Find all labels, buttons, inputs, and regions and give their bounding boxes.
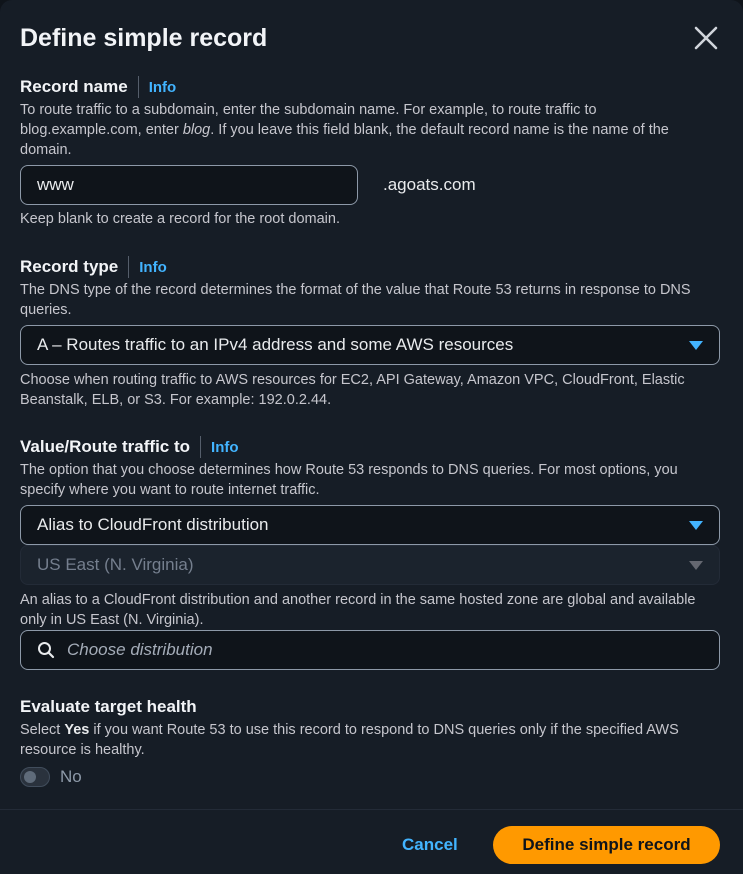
route-traffic-info-link[interactable]: Info [211, 438, 239, 456]
record-type-label: Record type [20, 257, 119, 276]
record-type-hint: Choose when routing traffic to AWS resources for EC2, API Gateway, Amazon VPC, CloudFront, Elastic Beanstalk, ELB, or S3. For example: 192.0.2.44. [20, 372, 685, 408]
domain-suffix: .agoats.com [383, 175, 476, 194]
record-name-section [20, 76, 720, 160]
target-health-section [20, 696, 720, 760]
record-name-label: Record name [20, 77, 128, 96]
route-traffic-hint: An alias to a CloudFront distribution and another record in the same hosted zone are global and available only in US East (N. Virginia). [20, 592, 696, 628]
caret-down-icon [689, 561, 703, 570]
cancel-button[interactable]: Cancel [402, 835, 458, 854]
toggle-knob [24, 771, 36, 783]
route-traffic-label: Value/Route traffic to [20, 437, 191, 456]
record-name-hint: Keep blank to create a record for the root domain. [20, 211, 340, 227]
record-type-select[interactable] [20, 325, 720, 365]
define-simple-record-button[interactable]: Define simple record [493, 826, 720, 864]
target-health-description: Select Yes if you want Route 53 to use this record to respond to DNS queries only if the specified AWS resource is healthy. [20, 722, 679, 758]
footer-divider [0, 809, 743, 810]
caret-down-icon [689, 341, 703, 350]
route-traffic-section [20, 436, 720, 500]
record-name-input[interactable] [20, 165, 358, 205]
target-health-toggle-label: No [60, 767, 82, 786]
record-name-info-link[interactable]: Info [148, 78, 177, 96]
record-type-section [20, 256, 720, 320]
region-select [20, 545, 720, 585]
endpoint-select[interactable] [20, 505, 720, 545]
route-traffic-description: The option that you choose determines how Route 53 responds to DNS queries. For most options, you specify where you want to route internet traffic. [20, 462, 678, 498]
record-type-description: The DNS type of the record determines the format of the value that Route 53 returns in response to DNS queries. [20, 282, 691, 318]
divider [128, 256, 129, 278]
search-icon [37, 641, 55, 659]
record-name-description: To route traffic to a subdomain, enter the subdomain name. For example, to route traffic to blog.example.com, enter blog. If you leave this field blank, the default record name is the name of the domain. [20, 102, 669, 158]
caret-down-icon [689, 521, 703, 530]
distribution-search-input[interactable] [20, 630, 720, 670]
target-health-label: Evaluate target health [20, 697, 197, 716]
endpoint-value: Alias to CloudFront distribution [37, 515, 269, 534]
region-value: US East (N. Virginia) [37, 555, 194, 574]
record-type-info-link[interactable]: Info [139, 258, 167, 276]
distribution-search-placeholder: Choose distribution [67, 640, 213, 659]
record-type-value: A – Routes traffic to an IPv4 address and some AWS resources [37, 335, 514, 354]
record-name-value: www [37, 175, 74, 194]
modal-title: Define simple record [20, 24, 268, 52]
divider [138, 76, 139, 98]
divider [200, 436, 201, 458]
target-health-toggle[interactable] [20, 767, 50, 787]
close-icon[interactable] [692, 24, 720, 52]
